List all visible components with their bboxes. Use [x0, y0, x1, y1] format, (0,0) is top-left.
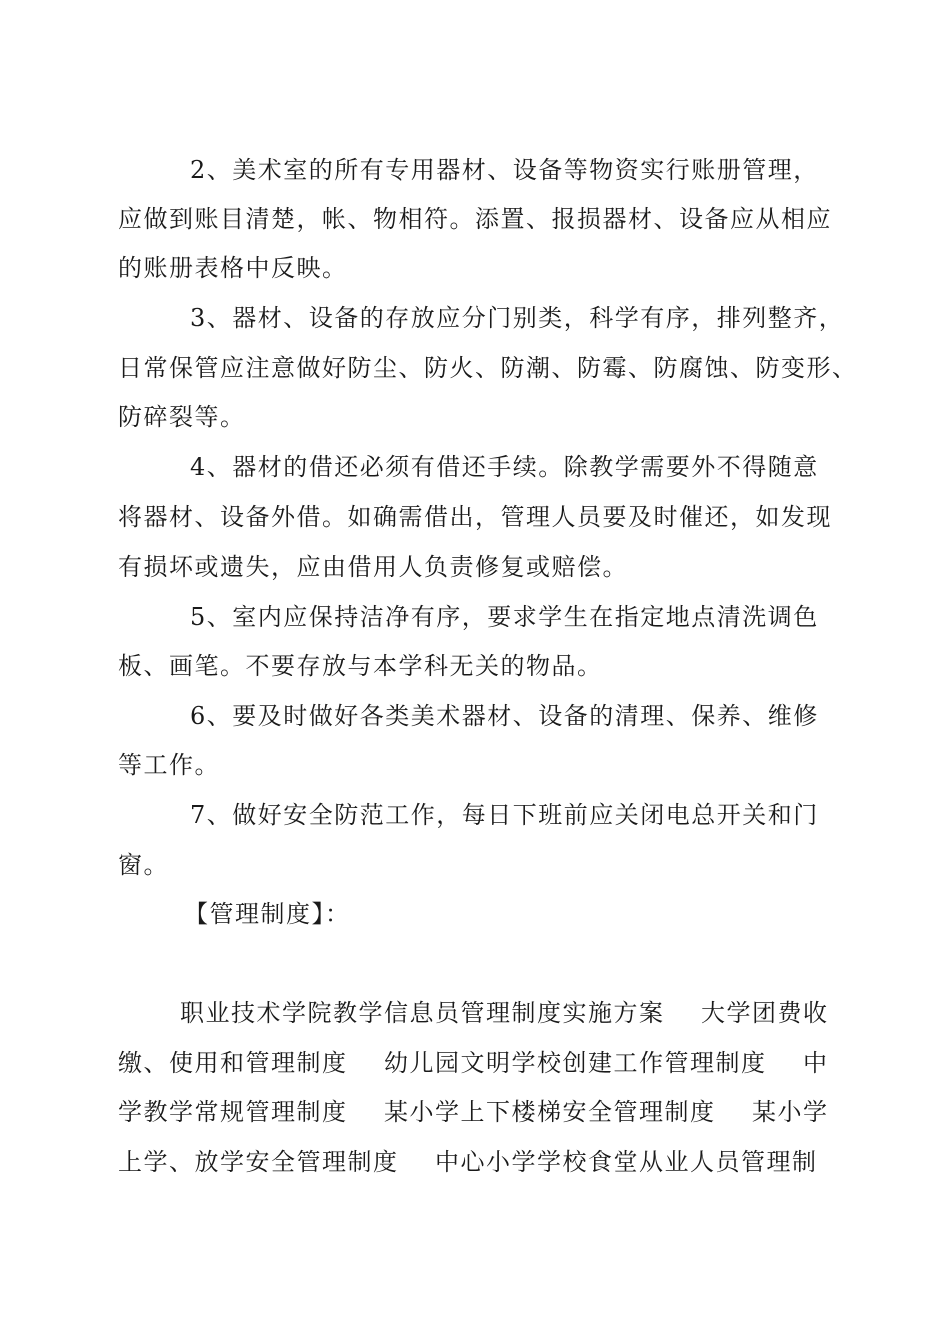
paragraph-line: 窗。	[118, 851, 169, 879]
related-links-line[interactable]: 职业技术学院教学信息员管理制度实施方案 大学团费收	[180, 999, 829, 1027]
related-links-line[interactable]: 学教学常规管理制度 某小学上下楼梯安全管理制度 某小学	[118, 1098, 829, 1126]
paragraph-line: 日常保管应注意做好防尘、防火、防潮、防霉、防腐蚀、防变形、	[118, 354, 858, 382]
paragraph-line: 有损坏或遗失，应由借用人负责修复或赔偿。	[118, 553, 628, 581]
section-heading: 【管理制度】：	[184, 900, 351, 928]
paragraph-line: 的账册表格中反映。	[118, 254, 348, 282]
related-links-line[interactable]: 缴、使用和管理制度 幼儿园文明学校创建工作管理制度 中	[118, 1049, 829, 1077]
paragraph-line: 6、要及时做好各类美术器材、设备的清理、保养、维修	[190, 702, 819, 730]
related-links-line[interactable]: 上学、放学安全管理制度 中心小学学校食堂从业人员管理制	[118, 1148, 818, 1176]
paragraph-line: 防碎裂等。	[118, 403, 246, 431]
paragraph-line: 5、室内应保持洁净有序，要求学生在指定地点清洗调色	[190, 603, 819, 631]
paragraph-line: 4、器材的借还必须有借还手续。除教学需要外不得随意	[190, 453, 819, 481]
paragraph-line: 等工作。	[118, 751, 220, 779]
paragraph-line: 7、做好安全防范工作，每日下班前应关闭电总开关和门	[190, 801, 819, 829]
paragraph-line: 2、美术室的所有专用器材、设备等物资实行账册管理，	[190, 156, 819, 184]
paragraph-line: 3、器材、设备的存放应分门别类，科学有序，排列整齐，	[190, 304, 845, 332]
paragraph-line: 板、画笔。不要存放与本学科无关的物品。	[118, 652, 603, 680]
paragraph-line: 应做到账目清楚，帐、物相符。添置、报损器材、设备应从相应	[118, 205, 832, 233]
paragraph-line: 将器材、设备外借。如确需借出，管理人员要及时催还，如发现	[118, 503, 832, 531]
